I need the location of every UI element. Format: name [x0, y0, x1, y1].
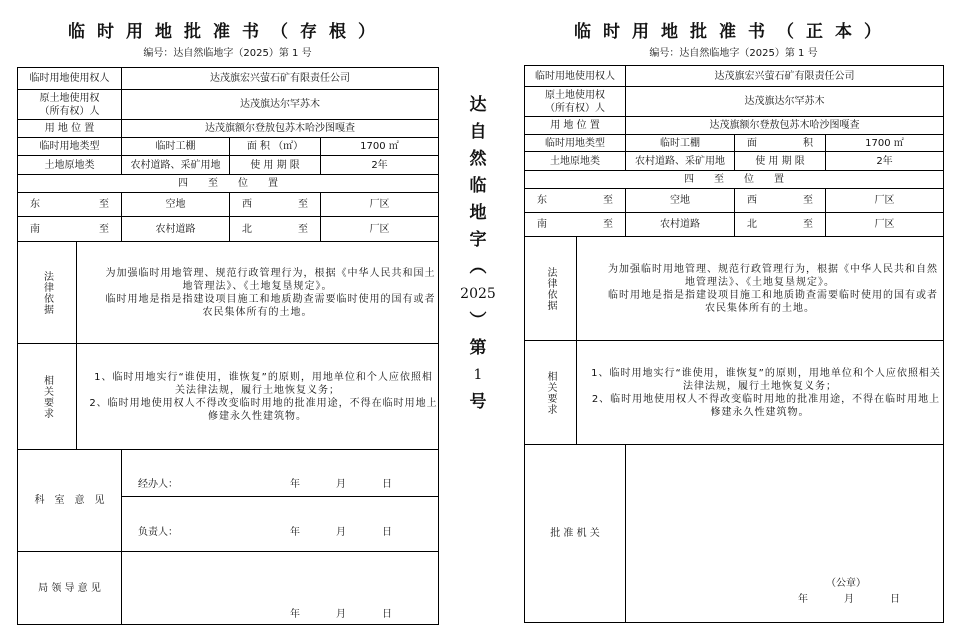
- area-value: 1700 ㎡: [826, 135, 944, 152]
- req-paragraph-2: 2、临时用地使用权人不得改变临时用地的批准用途，不得在临时用地上修建永久性建筑物。: [89, 397, 438, 422]
- north-label-a: 北: [747, 219, 757, 230]
- east-label: [18, 193, 122, 217]
- legal-paragraph-2: 临时用地是指是指建设项目施工和地质勘查需要临时使用的国有或者农民集体所有的土地。: [608, 289, 938, 314]
- req-label-cell: [525, 341, 577, 445]
- location-value: 达茂旗额尔登敖包苏木哈沙图嘎查: [122, 120, 439, 138]
- orig-owner-label: [18, 90, 122, 120]
- west-value: 厂区: [321, 193, 439, 217]
- year-label: 年: [290, 527, 300, 538]
- year-label: 年: [290, 609, 300, 620]
- orig-class-label: 土地原地类: [18, 156, 122, 175]
- responsible-row[interactable]: [122, 497, 439, 552]
- orig-owner-value: 达茂旗达尔罕苏木: [122, 90, 439, 120]
- south-label-a: 南: [30, 223, 40, 235]
- east-value: 空地: [122, 193, 230, 217]
- type-value: 临时工棚: [122, 138, 230, 156]
- location-value: 达茂旗额尔登敖包苏木哈沙图嘎查: [626, 117, 944, 135]
- orig-class-value: 农村道路、采矿用地: [122, 156, 230, 175]
- type-label: 临时用地类型: [18, 138, 122, 156]
- location-label: 用 地 位 置: [18, 120, 122, 138]
- south-label-a: 南: [537, 219, 547, 230]
- east-label: [525, 189, 626, 213]
- seal-label: （公章）: [826, 578, 866, 589]
- term-label: 使 用 期 限: [230, 156, 321, 175]
- original-title: 临时用地批准书（正本）: [574, 22, 893, 42]
- legal-label: 法律依据: [545, 266, 556, 311]
- seam-char: 字: [469, 230, 487, 250]
- req-paragraph-1: 1、临时用地实行“谁使用，谁恢复”的原则，用地单位和个人应依照相关法律法规，履行土地恢复义务；: [94, 371, 433, 396]
- south-label-b: 至: [99, 223, 109, 235]
- month-label: 月: [336, 609, 346, 620]
- original-number-line: 编号：达自然临地字（2025）第 1 号: [649, 48, 818, 59]
- west-label-b: 至: [803, 195, 813, 206]
- responsible-label: 负责人：: [138, 527, 178, 538]
- day-label: 日: [890, 594, 900, 605]
- north-label-a: 北: [242, 223, 252, 235]
- seam-char: 达: [469, 95, 487, 115]
- orig-class-value: 农村道路、采矿用地: [626, 152, 735, 171]
- type-value: 临时工棚: [626, 135, 735, 152]
- approval-authority-label: 批 准 机 关: [525, 445, 626, 623]
- west-label-a: 西: [242, 199, 252, 210]
- year-label: 年: [798, 594, 808, 605]
- east-label-b: 至: [99, 199, 109, 210]
- bureau-opinion-label: 局 领 导 意 见: [18, 552, 122, 625]
- north-value: 厂区: [826, 213, 944, 237]
- user-value: 达茂旗宏兴萤石矿有限责任公司: [122, 68, 439, 90]
- west-label-b: 至: [298, 199, 308, 210]
- month-label: 月: [336, 479, 346, 490]
- handler-date: [290, 478, 392, 491]
- seam-char: 然: [469, 149, 487, 169]
- orig-owner-label-line2: （所有权）人: [39, 105, 100, 117]
- user-label: 临时用地使用权人: [18, 68, 122, 90]
- req-label: 相关要求: [545, 370, 556, 415]
- orig-owner-label-line2: （所有权）人: [545, 102, 605, 114]
- area-label: [735, 135, 826, 152]
- west-value: 厂区: [826, 189, 944, 213]
- orig-class-label: 土地原地类: [525, 152, 626, 171]
- seam-char: ︵: [469, 257, 487, 277]
- original-table: [524, 65, 944, 623]
- req-label-cell: [18, 344, 77, 450]
- day-label: 日: [382, 527, 392, 538]
- dept-opinion-label: 科 室 意 见: [18, 450, 122, 552]
- req-paragraph-2: 2、临时用地使用权人不得改变临时用地的批准用途，不得在临时用地上修建永久性建筑物。: [591, 393, 941, 418]
- term-value: 2年: [321, 156, 439, 175]
- west-label-a: 西: [747, 195, 757, 206]
- north-label: [230, 217, 321, 242]
- requirements: [77, 344, 439, 450]
- stub-table: [17, 67, 439, 625]
- location-label: 用 地 位 置: [525, 117, 626, 135]
- east-label-a: 东: [537, 195, 547, 206]
- south-value: 农村道路: [626, 213, 735, 237]
- legal-basis: [577, 237, 944, 341]
- seam-year: 2025: [460, 286, 496, 302]
- north-label-b: 至: [298, 223, 308, 235]
- legal-paragraph-1: 为加强临时用地管理、规范行政管理行为，根据《中华人民共和国土地管理法》、《土地复垦规定》。: [105, 267, 436, 292]
- stub-title: 临时用地批准书（存根）: [68, 22, 387, 42]
- seam-char: 第: [469, 338, 487, 358]
- south-label: [18, 217, 122, 242]
- seam-number: 1: [473, 367, 483, 383]
- bureau-date: [290, 608, 392, 621]
- req-paragraph-1: 1、临时用地实行“谁使用，谁恢复”的原则，用地单位和个人应依照相关法律法规，履行土地恢复义务；: [591, 367, 941, 392]
- requirements: [577, 341, 944, 445]
- seam-char: ︶: [469, 311, 487, 331]
- approval-row[interactable]: [626, 445, 944, 623]
- seam-number-vertical: [458, 92, 498, 416]
- boundary-header: 四 至 位 置: [18, 175, 439, 193]
- orig-owner-label-line1: 原土地使用权: [545, 89, 605, 101]
- bureau-row[interactable]: [122, 552, 439, 625]
- seam-char: 地: [469, 203, 487, 223]
- west-label: [230, 193, 321, 217]
- east-label-a: 东: [30, 199, 40, 210]
- area-value: 1700 ㎡: [321, 138, 439, 156]
- south-label: [525, 213, 626, 237]
- boundary-header: 四 至 位 置: [525, 171, 944, 189]
- handler-label: 经办人：: [138, 479, 178, 490]
- type-label: 临时用地类型: [525, 135, 626, 152]
- seam-char: 号: [469, 392, 487, 412]
- orig-owner-label: [525, 87, 626, 117]
- area-label-a: 面: [747, 137, 757, 149]
- east-label-b: 至: [603, 195, 613, 206]
- north-value: 厂区: [321, 217, 439, 242]
- west-label: [735, 189, 826, 213]
- term-value: 2年: [826, 152, 944, 171]
- orig-owner-label-line1: 原土地使用权: [39, 92, 100, 104]
- month-label: 月: [844, 594, 854, 605]
- seam-char: 自: [469, 122, 487, 142]
- handler-row[interactable]: [122, 450, 439, 497]
- seam-char: 临: [469, 176, 487, 196]
- month-label: 月: [336, 527, 346, 538]
- approval-date: [798, 593, 900, 606]
- north-label-b: 至: [803, 219, 813, 230]
- legal-paragraph-1: 为加强临时用地管理、规范行政管理行为，根据《中华人民共和自然地管理法》、《土地复垦规定》。: [608, 263, 938, 288]
- area-label-b: 积: [803, 137, 813, 149]
- year-label: 年: [290, 479, 300, 490]
- req-label: 相关要求: [41, 374, 53, 419]
- legal-basis: [77, 242, 439, 344]
- term-label: 使 用 期 限: [735, 152, 826, 171]
- east-value: 空地: [626, 189, 735, 213]
- north-label: [735, 213, 826, 237]
- user-value: 达茂旗宏兴萤石矿有限责任公司: [626, 66, 944, 87]
- user-label: 临时用地使用权人: [525, 66, 626, 87]
- day-label: 日: [382, 479, 392, 490]
- legal-label-cell: [18, 242, 77, 344]
- orig-owner-value: 达茂旗达尔罕苏木: [626, 87, 944, 117]
- responsible-date: [290, 526, 392, 539]
- south-label-b: 至: [603, 219, 613, 230]
- legal-label-cell: [525, 237, 577, 341]
- stub-number-line: 编号：达自然临地字（2025）第 1 号: [143, 48, 312, 59]
- legal-label: 法律依据: [41, 270, 53, 315]
- south-value: 农村道路: [122, 217, 230, 242]
- legal-paragraph-2: 临时用地是指是指建设项目施工和地质勘查需要临时使用的国有或者农民集体所有的土地。: [105, 293, 436, 318]
- area-label: 面 积 （㎡）: [230, 138, 321, 156]
- day-label: 日: [382, 609, 392, 620]
